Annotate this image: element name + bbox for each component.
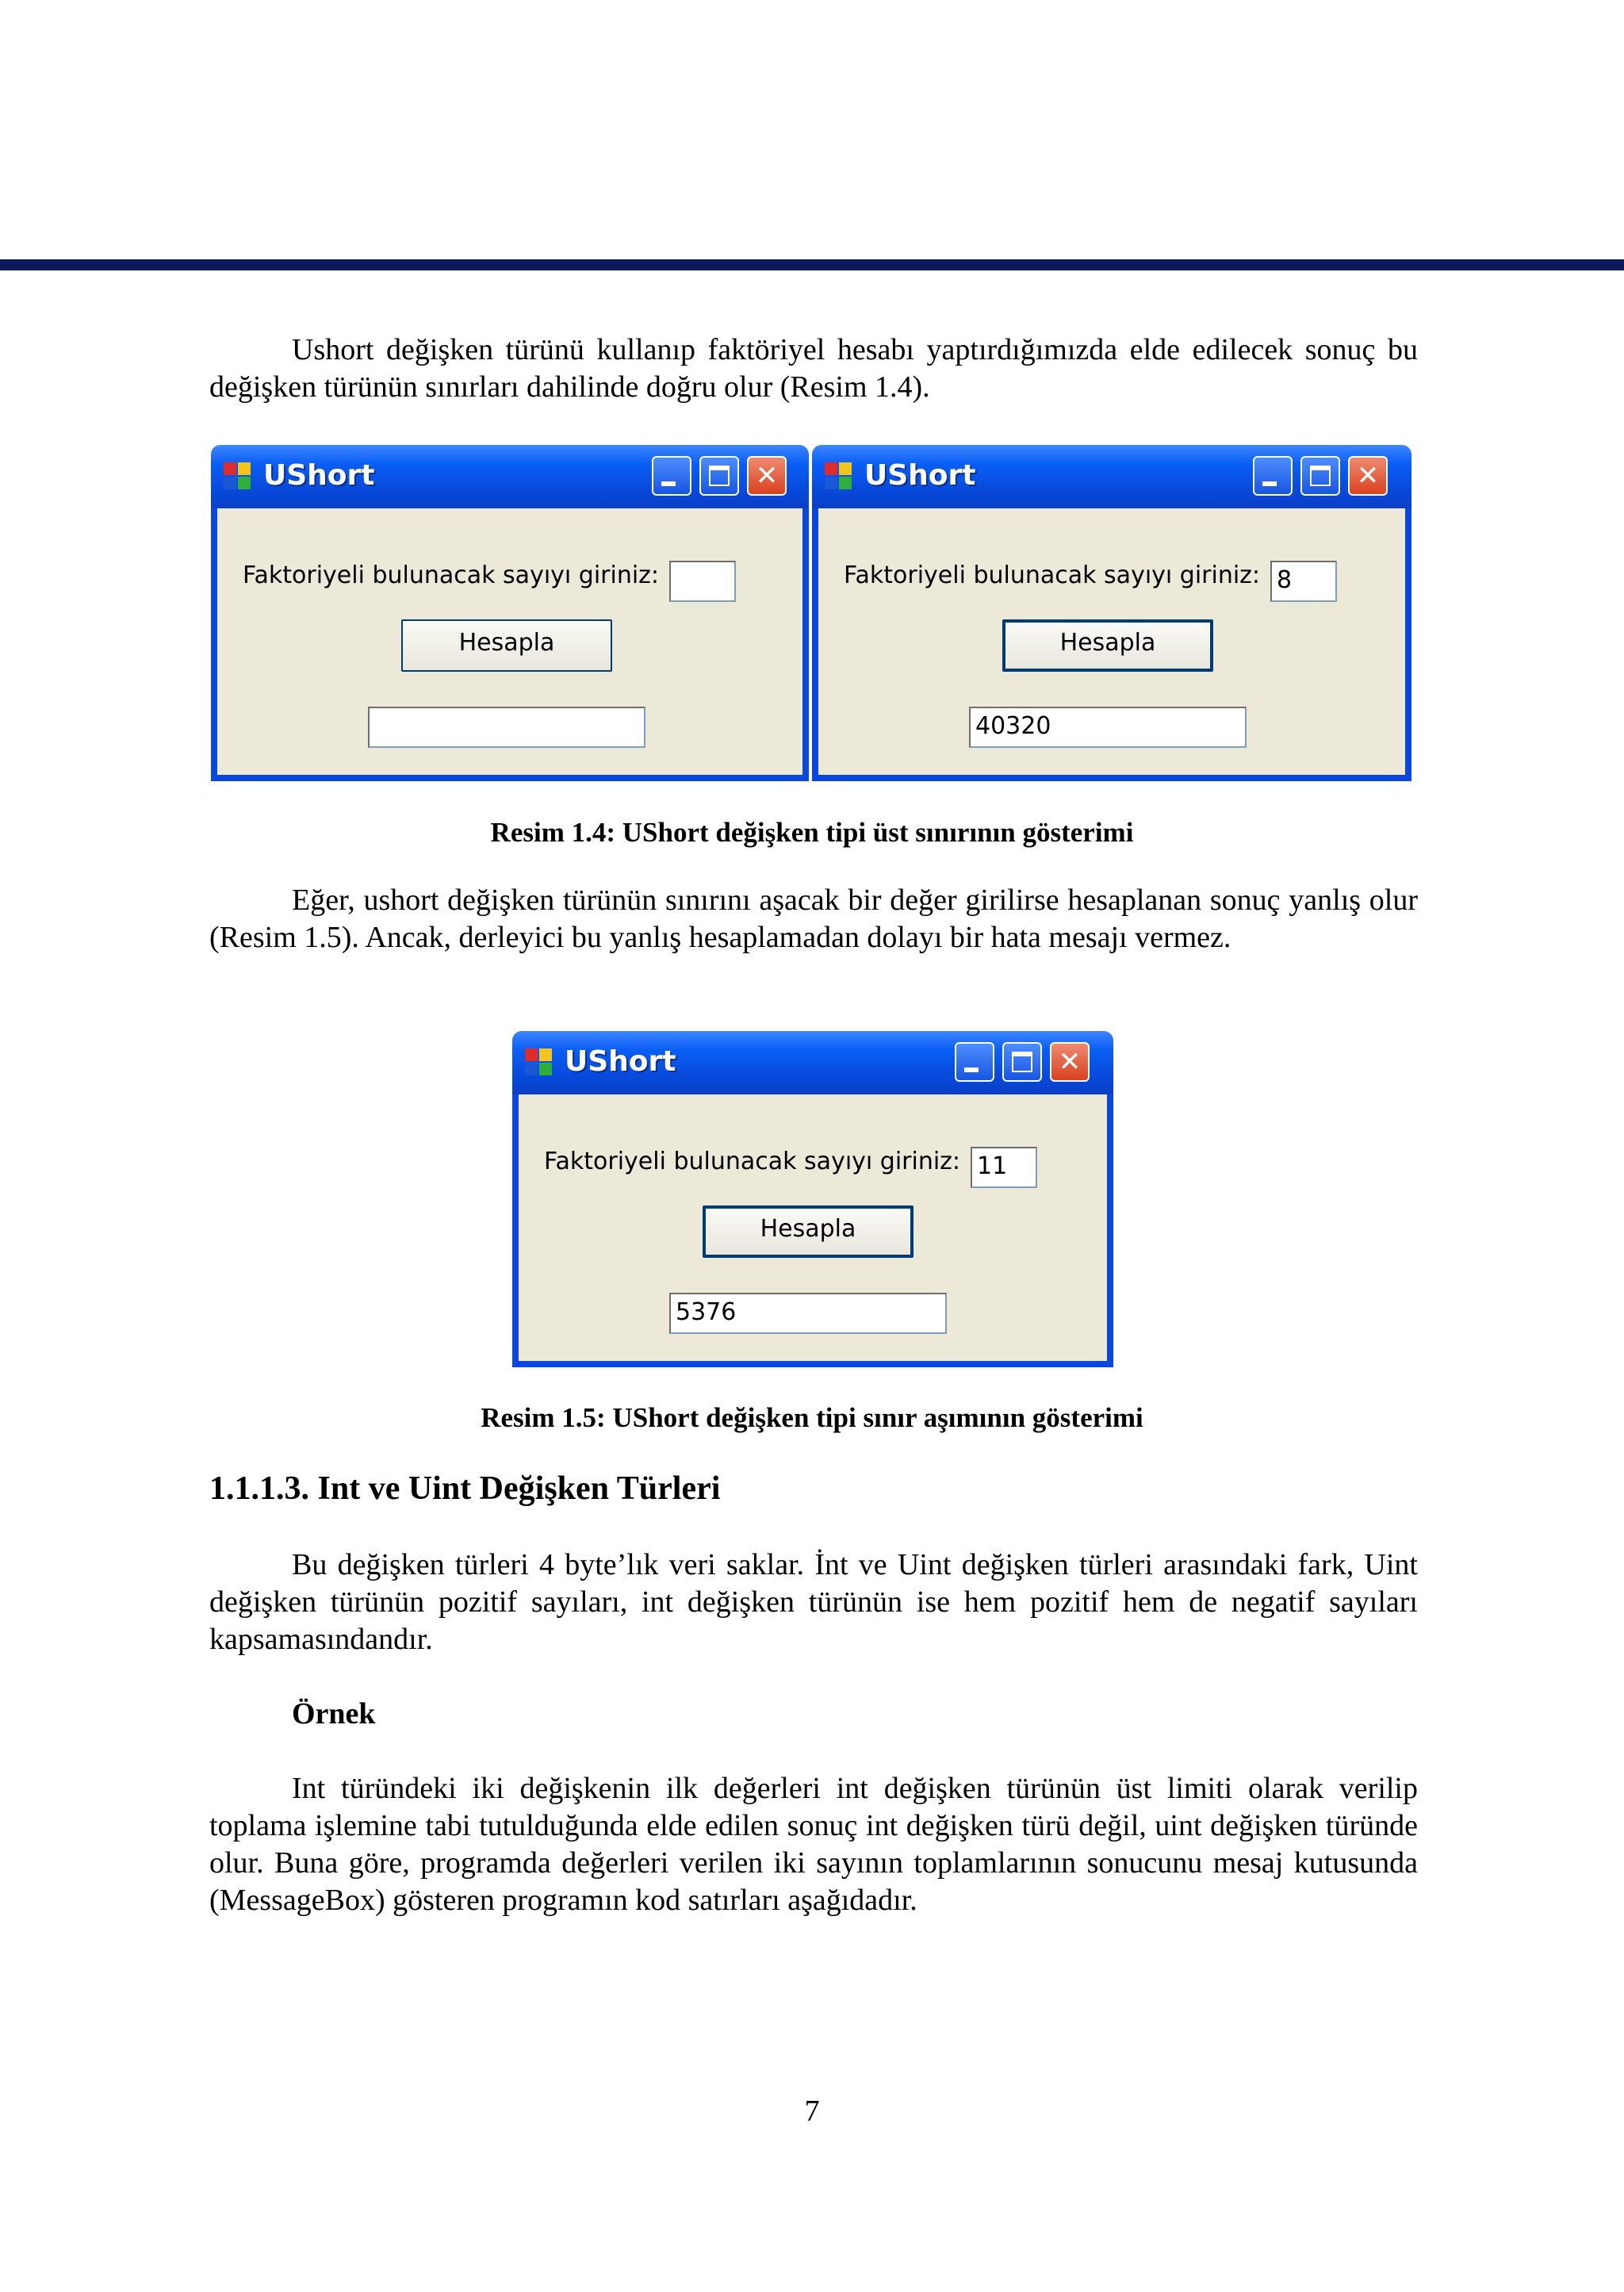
ushort-window-11	[512, 1031, 1113, 1367]
prompt-label: Faktoriyeli bulunacak sayıyı giriniz:	[544, 1148, 961, 1175]
paragraph-overflow-text: Eğer, ushort değişken türünün sınırını aşacak bir değer girilirse hesaplanan sonuç yanlış olur (Resim 1.5). Ancak, derleyici bu yanlış hesaplamadan dolayı bir hata mesajı vermez.	[209, 883, 1418, 954]
figure-caption-1-4: Resim 1.4: UShort değişken tipi üst sınırının gösterimi	[490, 817, 1134, 848]
close-button[interactable]	[1050, 1042, 1090, 1082]
prompt-label: Faktoriyeli bulunacak sayıyı giriniz:	[243, 562, 660, 589]
hesapla-button[interactable]: Hesapla	[703, 1205, 914, 1258]
figure-caption-1-5: Resim 1.5: UShort değişken tipi sınır aşımının gösterimi	[481, 1402, 1143, 1433]
paragraph-intro	[209, 332, 1418, 406]
maximize-icon	[709, 466, 730, 486]
title-bar[interactable]	[812, 445, 1411, 508]
window-client-area	[818, 508, 1405, 775]
paragraph-example-text: Int türündeki iki değişkenin ilk değerleri int değişken türünün üst limiti olarak verilip toplama işlemine tabi tutulduğunda elde edilen sonuç int değişken türü değil, uint değişken türünde olur. Buna göre, programda değerleri verilen iki sayının toplamlarının sonucunu mesaj kutusunda (MessageBox) gösteren programın kod satırları aşağıdadır.	[209, 1772, 1418, 1917]
number-input[interactable]	[669, 561, 736, 602]
result-field[interactable]: 40320	[969, 707, 1247, 748]
window-title: UShort	[565, 1045, 676, 1078]
window-client-area	[217, 508, 802, 775]
paragraph-intro-text: Ushort değişken türünü kullanıp faktöriyel hesabı yaptırdığımızda elde edilecek sonuç bu değişken türünün sınırları dahilinde doğru olur (Resim 1.4).	[209, 333, 1418, 404]
hesapla-button[interactable]: Hesapla	[401, 619, 612, 672]
title-bar[interactable]	[211, 445, 809, 508]
number-input[interactable]: 8	[1270, 561, 1337, 602]
prompt-label: Faktoriyeli bulunacak sayıyı giriniz:	[844, 562, 1261, 589]
window-client-area	[519, 1094, 1107, 1361]
paragraph-int-uint-text: Bu değişken türleri 4 byte’lık veri saklar. İnt ve Uint değişken türleri arasındaki fark, Uint değişken türünün pozitif sayıları, int değişken türünün ise hem pozitif hem de negatif sayıları kapsamasındandır.	[209, 1548, 1418, 1656]
close-icon: ✕	[755, 460, 779, 492]
paragraph-example	[209, 1770, 1418, 1919]
number-input[interactable]: 11	[971, 1147, 1037, 1188]
title-bar[interactable]	[512, 1031, 1113, 1094]
app-icon	[825, 462, 853, 491]
hesapla-button[interactable]: Hesapla	[1002, 619, 1213, 672]
maximize-button[interactable]	[1002, 1042, 1042, 1082]
page-number: 7	[804, 2095, 820, 2128]
paragraph-int-uint	[209, 1547, 1418, 1658]
paragraph-overflow	[209, 882, 1418, 956]
ushort-window-empty	[211, 445, 809, 781]
section-heading: 1.1.1.3. Int ve Uint Değişken Türleri	[209, 1470, 721, 1507]
maximize-icon	[1012, 1052, 1032, 1072]
close-button[interactable]	[747, 456, 787, 496]
page-top-rule	[0, 259, 1624, 270]
minimize-icon	[661, 481, 676, 486]
maximize-icon	[1310, 466, 1331, 486]
minimize-button[interactable]	[1253, 456, 1293, 496]
maximize-button[interactable]	[699, 456, 739, 496]
app-icon	[525, 1048, 553, 1077]
result-field[interactable]	[368, 707, 645, 748]
close-icon: ✕	[1356, 460, 1380, 492]
maximize-button[interactable]	[1300, 456, 1340, 496]
ushort-window-8	[812, 445, 1411, 781]
window-title: UShort	[263, 459, 375, 492]
minimize-icon	[1262, 481, 1277, 486]
app-icon	[224, 462, 252, 491]
minimize-button[interactable]	[652, 456, 691, 496]
close-button[interactable]	[1348, 456, 1388, 496]
result-field[interactable]: 5376	[669, 1293, 947, 1334]
minimize-icon	[964, 1067, 979, 1072]
window-title: UShort	[864, 459, 976, 492]
close-icon: ✕	[1058, 1046, 1082, 1078]
example-heading: Örnek	[292, 1697, 376, 1730]
minimize-button[interactable]	[955, 1042, 994, 1082]
